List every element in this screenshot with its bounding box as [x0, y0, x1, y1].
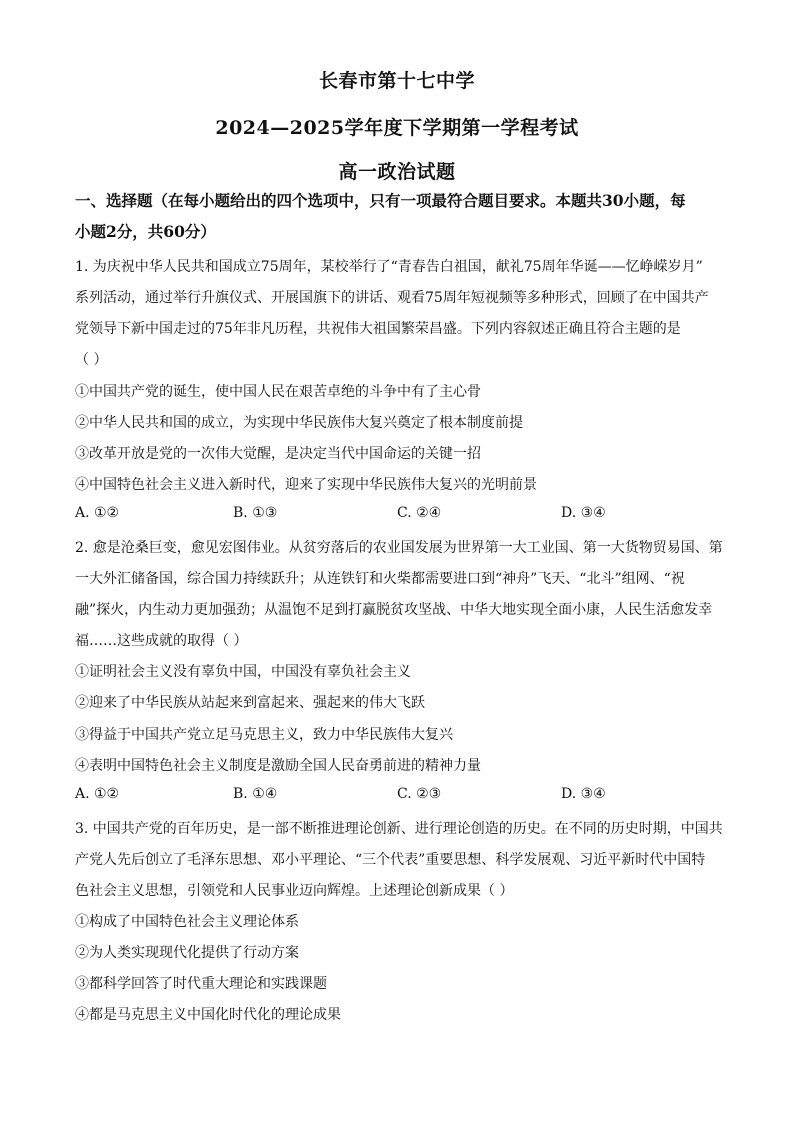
statement-item: ③改革开放是党的一次伟大觉醒，是决定当代中国命运的关键一招 [75, 446, 481, 462]
option-d[interactable]: D. ③④ [561, 505, 606, 521]
answer-options [75, 505, 725, 527]
option-c[interactable]: C. ②③ [397, 786, 442, 802]
question-stem-line: 一大外汇储备国，综合国力持续跃升；从连铁钉和火柴都需要进口到“神舟”飞天、“北斗”组网、“祝 [75, 571, 685, 587]
statement-item: ②迎来了中华民族从站起来到富起来、强起来的伟大飞跃 [75, 695, 425, 711]
question-stem-line: 1. 为庆祝中华人民共和国成立75周年，某校举行了“青春告白祖国，献礼75周年华诞——忆峥嵘岁月” [75, 259, 703, 275]
statement-item: ④表明中国特色社会主义制度是激励全国人民奋勇前进的精神力量 [75, 758, 481, 774]
statement-item: ①中国共产党的诞生，使中国人民在艰苦卓绝的斗争中有了主心骨 [75, 384, 481, 400]
answer-blank: （ ） [75, 352, 108, 368]
question-stem-line: 色社会主义思想，引领党和人民事业迈向辉煌。上述理论创新成果（ ） [75, 883, 514, 899]
question-stem-line: 融”探火，内生动力更加强劲；从温饱不足到打赢脱贫攻坚战、中华大地实现全面小康，人民生活愈发幸 [75, 602, 713, 618]
statement-item: ①证明社会主义没有辜负中国，中国没有辜负社会主义 [75, 664, 411, 680]
section-heading [75, 185, 725, 247]
statement-item: ④都是马克思主义中国化时代化的理论成果 [75, 1007, 341, 1023]
question-stem-line: 2. 愈是沧桑巨变，愈见宏图伟业。从贫穷落后的农业国发展为世界第一大工业国、第一大货物贸易国、第 [75, 540, 723, 556]
option-b[interactable]: B. ①③ [233, 505, 278, 521]
question-stem-line: 福……这些成就的取得（ ） [75, 633, 248, 649]
option-d[interactable]: D. ③④ [561, 786, 606, 802]
option-a[interactable]: A. ①② [75, 505, 120, 521]
exam-title: 2024—2025学年度下学期第一学程考试 [215, 117, 579, 139]
option-c[interactable]: C. ②④ [397, 505, 442, 521]
option-a[interactable]: A. ①② [75, 786, 120, 802]
statement-item: ②为人类实现现代化提供了行动方案 [75, 945, 299, 961]
section-heading-line: 小题2分，共60分） [75, 222, 216, 241]
subject-title: 高一政治试题 [338, 161, 456, 183]
statement-item: ②中华人民共和国的成立，为实现中华民族伟大复兴奠定了根本制度前提 [75, 415, 523, 431]
question-stem-line: 系列活动，通过举行升旗仪式、开展国旗下的讲话、观看75周年短视频等多种形式，回顾了在中国共产 [75, 290, 709, 306]
section-heading-line: 一、选择题（在每小题给出的四个选项中，只有一项最符合题目要求。本题共30小题，每 [75, 191, 686, 210]
statement-item: ③得益于中国共产党立足马克思主义，致力中华民族伟大复兴 [75, 727, 453, 743]
question-stem-line: 党领导下新中国走过的75年非凡历程，共祝伟大祖国繁荣昌盛。下列内容叙述正确且符合主题的是 [75, 321, 681, 337]
statement-item: ①构成了中国特色社会主义理论体系 [75, 914, 299, 930]
option-b[interactable]: B. ①④ [233, 786, 278, 802]
statement-item: ④中国特色社会主义进入新时代，迎来了实现中华民族伟大复兴的光明前景 [75, 477, 537, 493]
statement-item: ③都科学回答了时代重大理论和实践课题 [75, 976, 327, 992]
question-stem-line: 3. 中国共产党的百年历史，是一部不断推进理论创新、进行理论创造的历史。在不同的历史时期，中国共 [75, 821, 723, 837]
question-stem-line: 产党人先后创立了毛泽东思想、邓小平理论、“三个代表”重要思想、科学发展观、习近平新时代中国特 [75, 852, 706, 868]
school-title: 长春市第十七中学 [318, 70, 475, 92]
answer-options [75, 786, 725, 808]
